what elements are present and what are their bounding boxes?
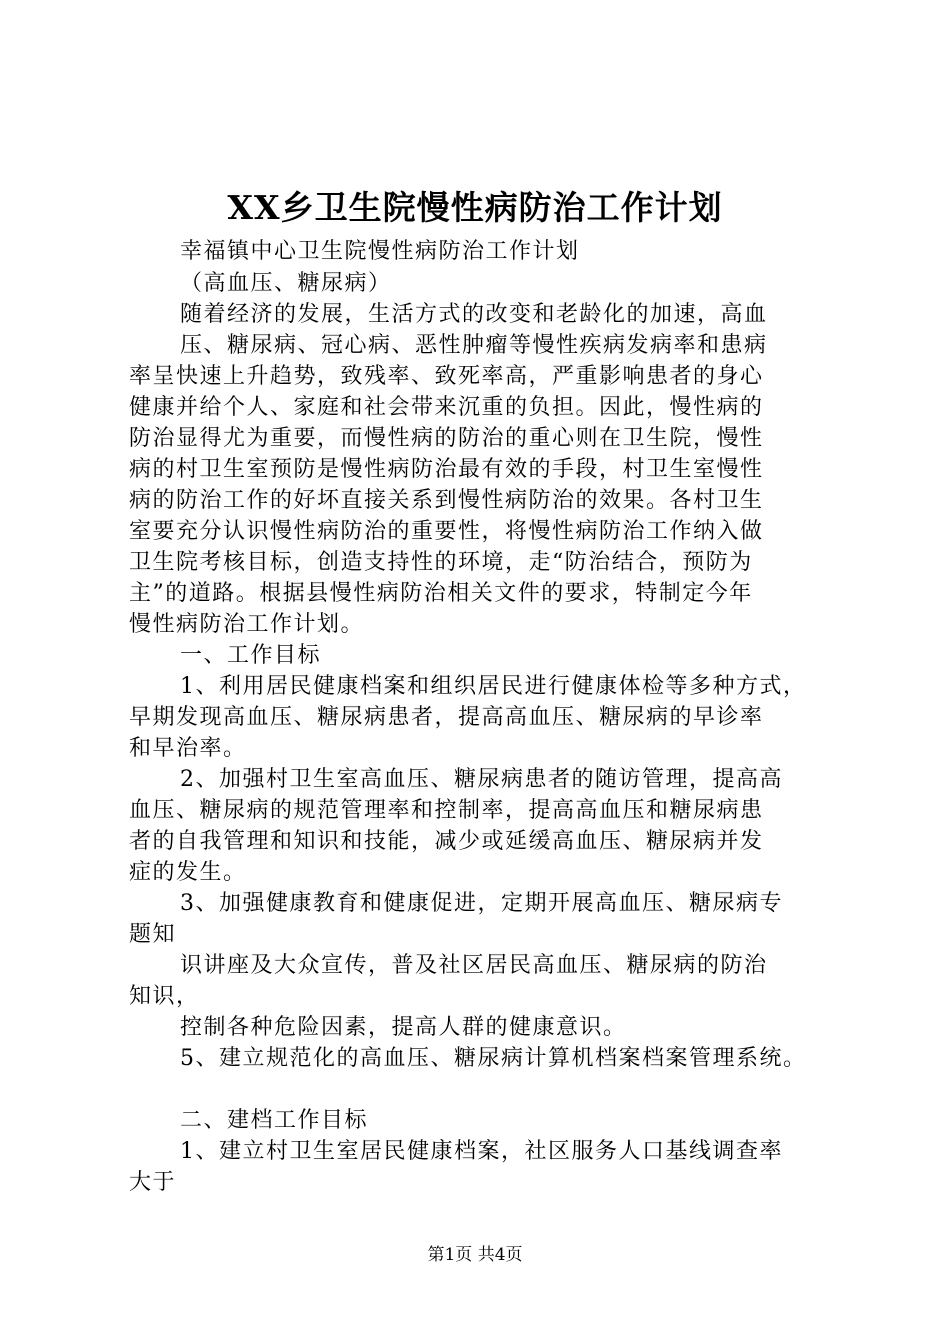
document-title: XX乡卫生院慢性病防治工作计划 bbox=[227, 188, 723, 227]
text-line: 1、建立村卫生室居民健康档案，社区服务人口基线调查率 bbox=[180, 1139, 783, 1164]
text-line: 早期发现高血压、糖尿病患者，提高高血压、糖尿病的早诊率 bbox=[129, 705, 764, 730]
text-line: 识讲座及大众宣传，普及社区居民高血压、糖尿病的防治 bbox=[180, 953, 768, 978]
text-line: 2、加强村卫生室高血压、糖尿病患者的随访管理，提高高 bbox=[180, 767, 783, 792]
text-line: 率呈快速上升趋势，致残率、致死率高，严重影响患者的身心 bbox=[129, 364, 764, 389]
text-line: 随着经济的发展，生活方式的改变和老龄化的加速，高血 bbox=[180, 302, 768, 327]
section-heading: 二、建档工作目标 bbox=[180, 1108, 369, 1133]
page-footer: 第1页 共4页 bbox=[427, 1245, 523, 1265]
text-line: 题知 bbox=[129, 922, 177, 947]
text-line: 大于 bbox=[129, 1170, 177, 1195]
text-line: 者的自我管理和知识和技能，减少或延缓高血压、糖尿病并发 bbox=[129, 829, 764, 854]
text-line: 和早治率。 bbox=[129, 736, 247, 761]
text-line: 室要充分认识慢性病防治的重要性，将慢性病防治工作纳入做 bbox=[129, 519, 764, 544]
section-heading: 一、工作目标 bbox=[180, 643, 322, 668]
text-line: 健康并给个人、家庭和社会带来沉重的负担。因此，慢性病的 bbox=[129, 395, 764, 420]
text-line: 血压、糖尿病的规范管理率和控制率，提高高血压和糖尿病患 bbox=[129, 798, 764, 823]
text-line: 5、建立规范化的高血压、糖尿病计算机档案档案管理系统。 bbox=[180, 1046, 807, 1071]
text-line: 知识， bbox=[129, 984, 200, 1009]
text-line: 慢性病防治工作计划。 bbox=[129, 612, 365, 637]
text-line: 幸福镇中心卫生院慢性病防治工作计划 bbox=[180, 239, 580, 264]
text-line: 防治显得尤为重要，而慢性病的防治的重心则在卫生院，慢性 bbox=[129, 426, 764, 451]
text-line: 病的防治工作的好坏直接关系到慢性病防治的效果。各村卫生 bbox=[129, 488, 764, 513]
text-line: 3、加强健康教育和健康促进，定期开展高血压、糖尿病专 bbox=[180, 891, 783, 916]
text-line: （高血压、糖尿病） bbox=[180, 271, 392, 296]
text-line: 病的村卫生室预防是慢性病防治最有效的手段，村卫生室慢性 bbox=[129, 457, 764, 482]
text-line: 控制各种危险因素，提高人群的健康意识。 bbox=[180, 1015, 627, 1040]
text-line: 症的发生。 bbox=[129, 860, 247, 885]
text-line: 1、利用居民健康档案和组织居民进行健康体检等多种方式， bbox=[180, 674, 807, 699]
text-line: 卫生院考核目标，创造支持性的环境，走“防治结合，预防为 bbox=[129, 550, 753, 575]
text-line: 压、糖尿病、冠心病、恶性肿瘤等慢性疾病发病率和患病 bbox=[180, 333, 768, 358]
text-line: 主”的道路。根据县慢性病防治相关文件的要求，特制定今年 bbox=[129, 581, 753, 606]
